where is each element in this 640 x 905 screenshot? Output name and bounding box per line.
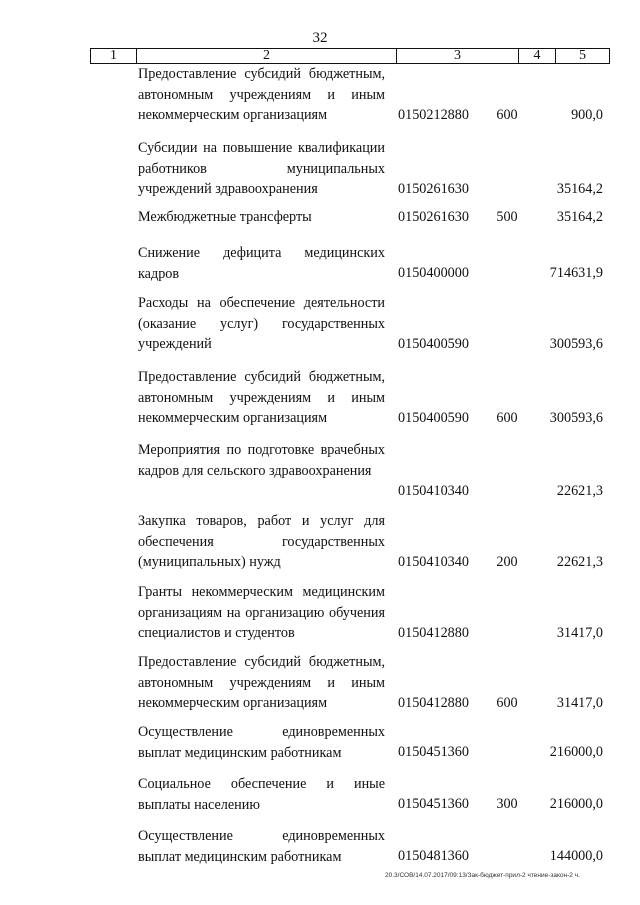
row-description: Расходы на обеспечение деятельности (оказание услуг) государственных учреждений	[138, 295, 385, 352]
row-amount: 144000,0	[549, 848, 603, 864]
row-code: 0150410340	[398, 554, 469, 570]
table-header	[90, 48, 610, 64]
row-amount: 35164,2	[556, 181, 603, 197]
row-expense-type: 600	[496, 107, 518, 123]
column-header-3: 3	[397, 49, 519, 63]
row-description: Социальное обеспечение и иные выплаты населению	[138, 776, 385, 813]
row-description: Снижение дефицита медицинских кадров	[138, 245, 385, 282]
row-amount: 22621,3	[556, 483, 603, 499]
row-amount: 900,0	[571, 107, 603, 123]
row-code: 0150451360	[398, 796, 469, 812]
row-amount: 714631,9	[549, 265, 603, 281]
row-description: Предоставление субсидий бюджетным, автономным учреждениям и иным некоммерческим организациям	[138, 369, 385, 426]
row-code: 0150400590	[398, 410, 469, 426]
row-code: 0150410340	[398, 483, 469, 499]
document-footer: 20.3/СОВ/14.07.2017/09:13/Зак-бюджет-прил-2 чтение-закон-2 ч.	[385, 872, 580, 879]
column-header-4: 4	[519, 49, 556, 63]
row-code: 0150412880	[398, 695, 469, 711]
row-amount: 35164,2	[556, 209, 603, 225]
row-expense-type: 500	[496, 209, 518, 225]
row-amount: 216000,0	[549, 744, 603, 760]
column-header-5: 5	[579, 48, 586, 63]
row-expense-type: 600	[496, 695, 518, 711]
row-description: Предоставление субсидий бюджетным, автономным учреждениям и иным некоммерческим организациям	[138, 66, 385, 123]
row-code: 0150481360	[398, 848, 469, 864]
row-code: 0150412880	[398, 625, 469, 641]
row-code: 0150400590	[398, 336, 469, 352]
page-number: 32	[312, 30, 328, 46]
row-amount: 31417,0	[556, 625, 603, 641]
row-description: Межбюджетные трансферты	[138, 209, 312, 225]
row-description: Субсидии на повышение квалификации работников муниципальных учреждений здравоохранения	[138, 140, 385, 197]
row-amount: 300593,6	[549, 336, 603, 352]
row-expense-type: 600	[496, 410, 518, 426]
row-description: Осуществление единовременных выплат медицинским работникам	[138, 828, 385, 865]
row-description: Гранты некоммерческим медицинским организациям на организацию обучения специалистов и студентов	[138, 584, 385, 641]
row-code: 0150261630	[398, 181, 469, 197]
column-header-2: 2	[137, 49, 397, 63]
row-amount: 22621,3	[556, 554, 603, 570]
row-description: Мероприятия по подготовке врачебных кадров для сельского здравоохранения	[138, 442, 385, 479]
row-code: 0150400000	[398, 265, 469, 281]
row-amount: 300593,6	[549, 410, 603, 426]
row-amount: 31417,0	[556, 695, 603, 711]
row-amount: 216000,0	[549, 796, 603, 812]
row-code: 0150451360	[398, 744, 469, 760]
row-code: 0150261630	[398, 209, 469, 225]
row-description: Осуществление единовременных выплат медицинским работникам	[138, 724, 385, 761]
row-expense-type: 200	[496, 554, 518, 570]
row-code: 0150212880	[398, 107, 469, 123]
row-description: Предоставление субсидий бюджетным, автономным учреждениям и иным некоммерческим организациям	[138, 654, 385, 711]
column-header-1: 1	[91, 49, 137, 63]
row-expense-type: 300	[496, 796, 518, 812]
row-description: Закупка товаров, работ и услуг для обеспечения государственных (муниципальных) нужд	[138, 513, 385, 570]
